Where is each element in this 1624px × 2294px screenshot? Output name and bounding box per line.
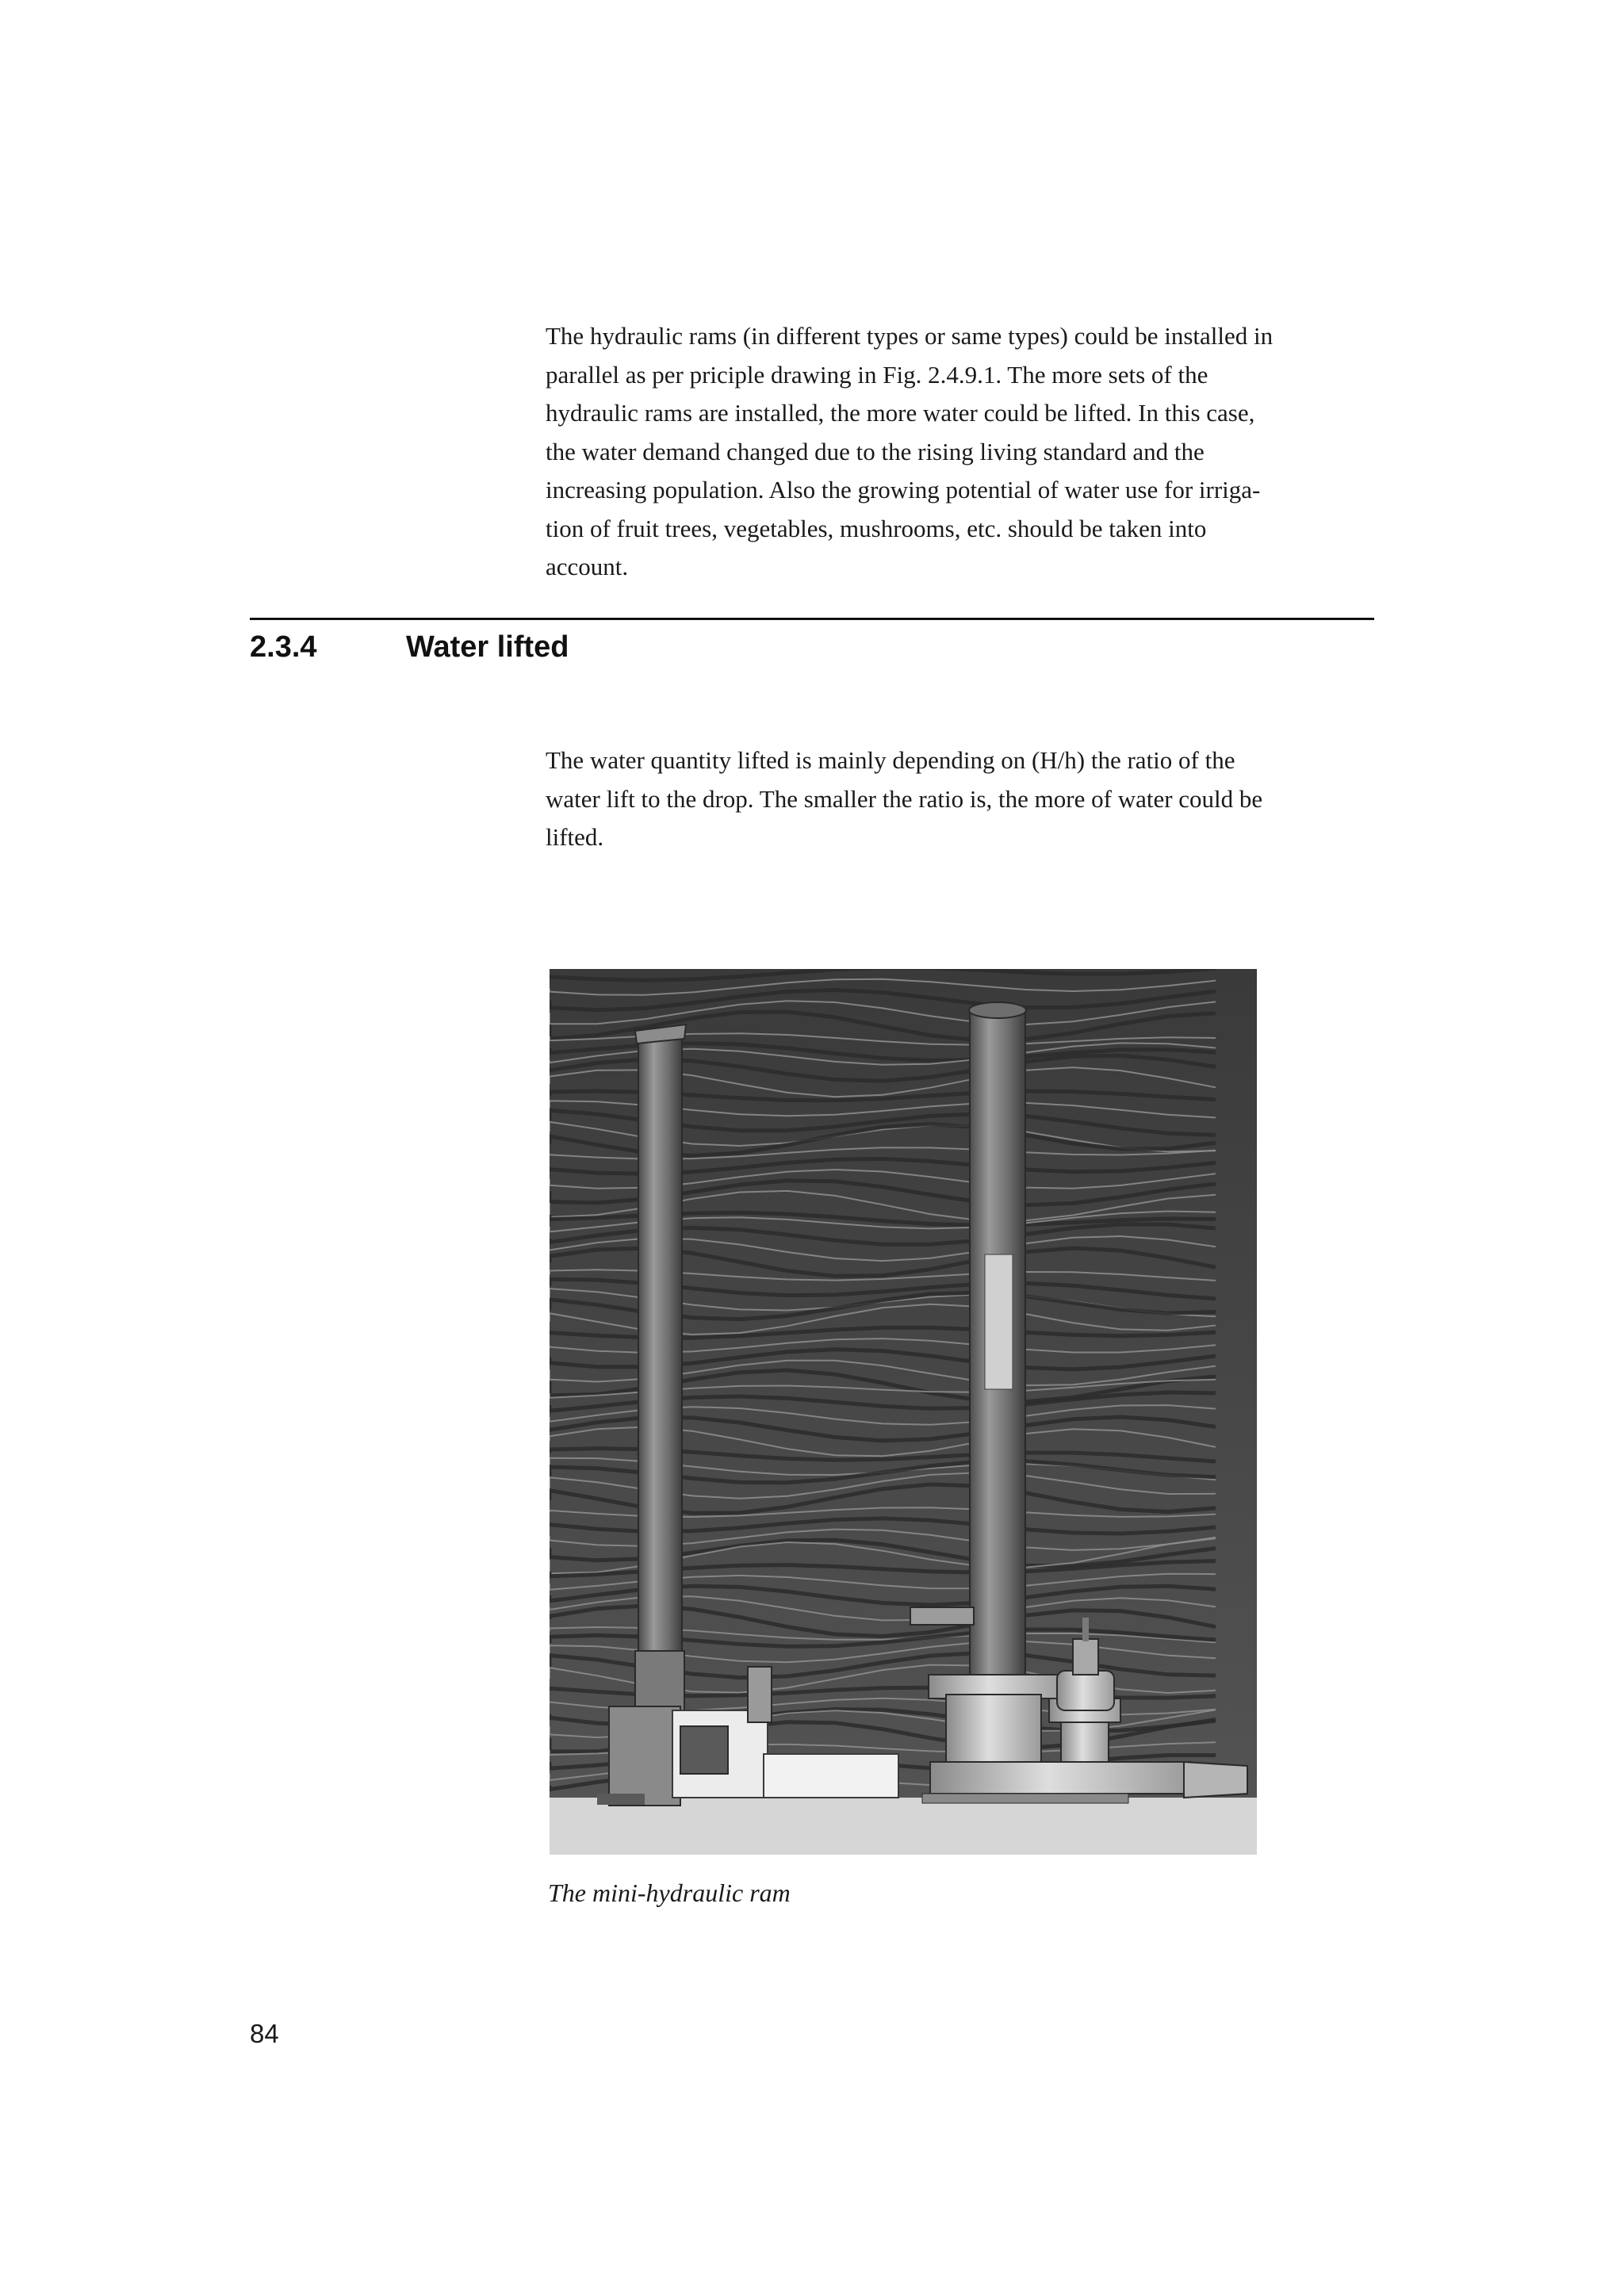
paragraph-line: increasing population. Also the growing potential of water use for irriga- (546, 476, 1261, 504)
paragraph-parallel-installation (546, 317, 1378, 587)
paragraph-line: hydraulic rams are installed, the more water could be lifted. In this case, (546, 399, 1255, 427)
paragraph-line: The hydraulic rams (in different types or same types) could be installed in (546, 322, 1274, 350)
page-number: 84 (250, 2019, 279, 2048)
paragraph-water-quantity (546, 741, 1378, 857)
paragraph-line: The water quantity lifted is mainly depending on (H/h) the ratio of the (546, 746, 1235, 774)
paragraph-line: lifted. (546, 823, 604, 851)
figure-caption: The mini-hydraulic ram (548, 1878, 791, 1907)
section-divider (250, 618, 1374, 620)
paragraph-line: water lift to the drop. The smaller the ratio is, the more of water could be (546, 784, 1263, 813)
section-number: 2.3.4 (250, 630, 317, 664)
section-title: Water lifted (406, 630, 569, 664)
hydraulic-ram-illustration (550, 969, 1257, 1855)
paragraph-line: account. (546, 553, 629, 580)
paragraph-line: parallel as per priciple drawing in Fig. 2.4.9.1. The more sets of the (546, 360, 1208, 389)
hydraulic-ram-photo (550, 969, 1257, 1855)
paragraph-line: the water demand changed due to the rising living standard and the (546, 437, 1205, 465)
paragraph-line: tion of fruit trees, vegetables, mushrooms, etc. should be taken into (546, 514, 1207, 542)
